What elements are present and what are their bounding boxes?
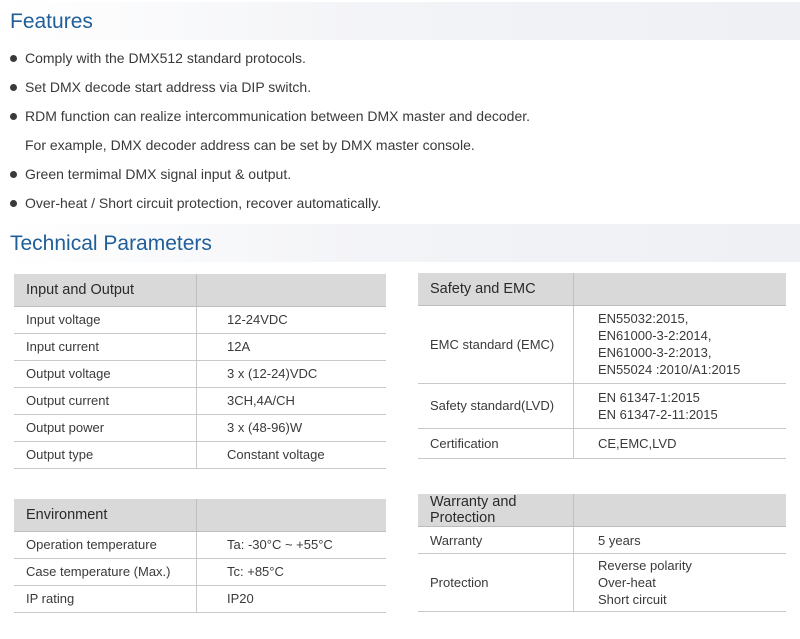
environment-title: Environment — [14, 499, 197, 531]
features-heading-band — [0, 2, 800, 40]
features-list — [10, 44, 790, 218]
feature-item-continuation: For example, DMX decoder address can be set by DMX master console. — [25, 137, 475, 153]
features-heading: Features — [10, 10, 93, 33]
table-row: Certification CE,EMC,LVD — [418, 428, 786, 458]
table-row: Input current 12A — [14, 333, 386, 360]
table-row: Operation temperature Ta: -30°C ~ +55°C — [14, 531, 386, 558]
table-row: Output current 3CH,4A/CH — [14, 387, 386, 414]
table-row: Safety standard(LVD) EN 61347-1:2015 EN 61347-2-11:2015 — [418, 383, 786, 428]
feature-item: Over-heat / Short circuit protection, recover automatically. — [10, 189, 790, 218]
input-output-title: Input and Output — [14, 274, 197, 306]
bullet-icon — [10, 200, 17, 207]
table-row: Output voltage 3 x (12-24)VDC — [14, 360, 386, 387]
warranty-protection-title: Warranty and Protection — [418, 494, 574, 527]
warranty-protection-table — [418, 494, 786, 612]
input-output-table — [14, 274, 386, 469]
bullet-icon — [10, 113, 17, 120]
table-row: Output power 3 x (48-96)W — [14, 414, 386, 441]
table-row: Case temperature (Max.) Tc: +85°C — [14, 558, 386, 585]
table-row: EMC standard (EMC) EN55032:2015, EN61000-3-2:2014, EN61000-3-2:2013, EN55024 :2010/A1:2015 — [418, 305, 786, 383]
safety-emc-title: Safety and EMC — [418, 273, 574, 305]
feature-item: Comply with the DMX512 standard protocols. — [10, 44, 790, 73]
table-row: Output type Constant voltage — [14, 441, 386, 468]
technical-heading: Technical Parameters — [10, 232, 212, 255]
bullet-icon — [10, 84, 17, 91]
bullet-icon — [10, 55, 17, 62]
feature-item: Set DMX decode start address via DIP switch. — [10, 73, 790, 102]
safety-emc-table — [418, 273, 786, 459]
table-row: Protection Reverse polarity Over-heat Short circuit — [418, 554, 786, 612]
table-row: IP rating IP20 — [14, 585, 386, 612]
environment-table — [14, 499, 386, 613]
bullet-icon — [10, 171, 17, 178]
feature-item: RDM function can realize intercommunication between DMX master and decoder. — [10, 102, 790, 131]
table-row: Warranty 5 years — [418, 527, 786, 554]
feature-item: Green termimal DMX signal input & output. — [10, 160, 790, 189]
table-row: Input voltage 12-24VDC — [14, 306, 386, 333]
